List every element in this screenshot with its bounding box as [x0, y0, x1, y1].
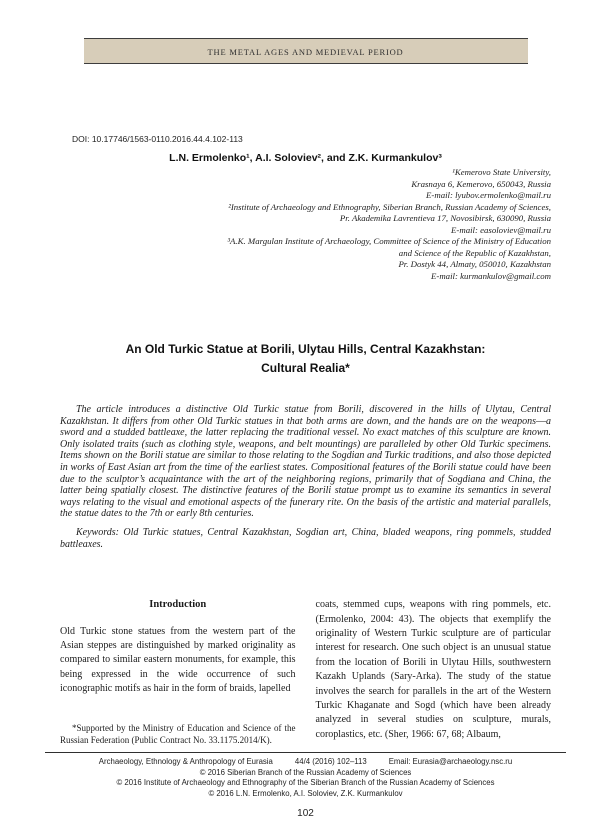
- footer-email: Email: Eurasia@archaeology.nsc.ru: [388, 757, 513, 767]
- affiliation-line: ²Institute of Archaeology and Ethnography, Siberian Branch, Russian Academy of Sciences,: [228, 201, 551, 212]
- article-body: [60, 598, 551, 746]
- doi-text: DOI: 10.17746/1563-0110.2016.44.4.102-113: [72, 134, 243, 144]
- affiliation-line: and Science of the Republic of Kazakhstan,: [398, 247, 551, 258]
- copyright-line-2: © 2016 Institute of Archaeology and Ethnography of the Siberian Branch of the Russian Academy of Sciences: [116, 778, 495, 788]
- keywords-paragraph: Keywords: Old Turkic statues, Central Kazakhstan, Sogdian art, China, bladed weapons, ring pommels, studded battleaxes.: [60, 526, 551, 550]
- introduction-paragraph-left: Old Turkic stone statues from the western part of the Asian steppes are distinguished by marked originality as compared to similar eastern monuments, for example, this being expressed in the wide occurrence of such iconographic motifs as hair in the form of braids, lapelled: [60, 625, 296, 695]
- affiliation-line: Pr. Akademika Lavrentieva 17, Novosibirsk, 630090, Russia: [339, 213, 551, 223]
- affiliation-email: E-mail: easoloviev@mail.ru: [451, 224, 551, 235]
- paper-title-line1: An Old Turkic Statue at Borili, Ulytau Hills, Central Kazakhstan:: [125, 342, 486, 356]
- footer-journal-title: Archaeology, Ethnology & Anthropology of Eurasia: [98, 757, 273, 767]
- abstract-paragraph: The article introduces a distinctive Old Turkic statue from Borili, discovered in the hills of Ulytau, Central Kazakhstan. It differs from other Old Turkic statues in that both arms are down, and the hands are on the weapons––a sword and a studded battleaxe, the latter replacing the traditional vessel. No exact matches of this sculpture are known. Only isolated traits (such as clothing style, weapons, and belt mountings) are paralleled by other Old Turkic specimens. Items shown on the Borili statue are similar to those relating to the Sogdian and Turkic traditions, and also those depicted in works of East Asian art from the time of the earliest states. Compositional features of the Borili statue could have been due to the sculptor’s acquaintance with the art of the neighboring regions, primarily that of Sogdiana and China, the latter being spatially closest. The distinctive features of the Borili statue prompt us to examine its semantics in several ways relating to the visual and emotional aspects of the funerary rite. On the basis of the artistic and material parallels, the statue dates to the 7th or early 8th centuries.: [60, 404, 551, 520]
- paper-title-line2: Cultural Realia*: [261, 361, 350, 375]
- copyright-line-3: © 2016 L.N. Ermolenko, A.I. Soloviev, Z.K. Kurmankulov: [208, 788, 403, 798]
- affiliation-email: E-mail: lyubov.ermolenko@mail.ru: [426, 190, 551, 200]
- affiliation-line: ¹Kemerovo State University,: [452, 167, 551, 177]
- footer: [45, 752, 566, 799]
- footer-issue-info: 44/4 (2016) 102–113: [294, 757, 367, 767]
- affiliation-line: ³A.K. Margulan Institute of Archaeology, Committee of Science of the Ministry of Education: [227, 236, 551, 246]
- affiliation-line: Pr. Dostyk 44, Almaty, 050010, Kazakhstan: [398, 259, 551, 269]
- copyright-line-1: © 2016 Siberian Branch of the Russian Academy of Sciences: [199, 767, 412, 777]
- paper-title: [0, 340, 611, 378]
- page-number: 102: [297, 807, 314, 819]
- right-column: [316, 598, 552, 746]
- introduction-paragraph-right: coats, stemmed cups, weapons with ring pommels, etc. (Ermolenko, 2004: 43). The objects that exemplify the originality of Western Turkic sculpture are of particular interest for research. One such object is an unusual statue from the location of Borili in Ulytau Hills, southwestern Kazakh Uplands (Sary-Arka). The study of the statue involves the search for parallels in the art of the Western Turkic Khaganate and Sogd (which have been already analyzed in several studies on sculpture, murals, coroplastics, etc. (Sher, 1966: 67, 68; Albaum,: [315, 599, 551, 740]
- introduction-heading: Introduction: [149, 599, 207, 611]
- support-footnote: *Supported by the Ministry of Education and Science of the Russian Federation (Public Contract No. 33.1175.2014/K).: [60, 722, 296, 745]
- left-column: [60, 598, 296, 746]
- section-header-band: [84, 38, 528, 64]
- affiliation-email: E-mail: kurmankulov@gmail.com: [431, 270, 551, 281]
- section-header-title: THE METAL AGES AND MEDIEVAL PERIOD: [207, 47, 404, 57]
- affiliations-block: [0, 167, 551, 282]
- authors-line: L.N. Ermolenko¹, A.I. Soloviev², and Z.K. Kurmankulov³: [169, 152, 442, 164]
- affiliation-line: Krasnaya 6, Kemerovo, 650043, Russia: [411, 178, 551, 189]
- footer-journal-line: [45, 757, 566, 768]
